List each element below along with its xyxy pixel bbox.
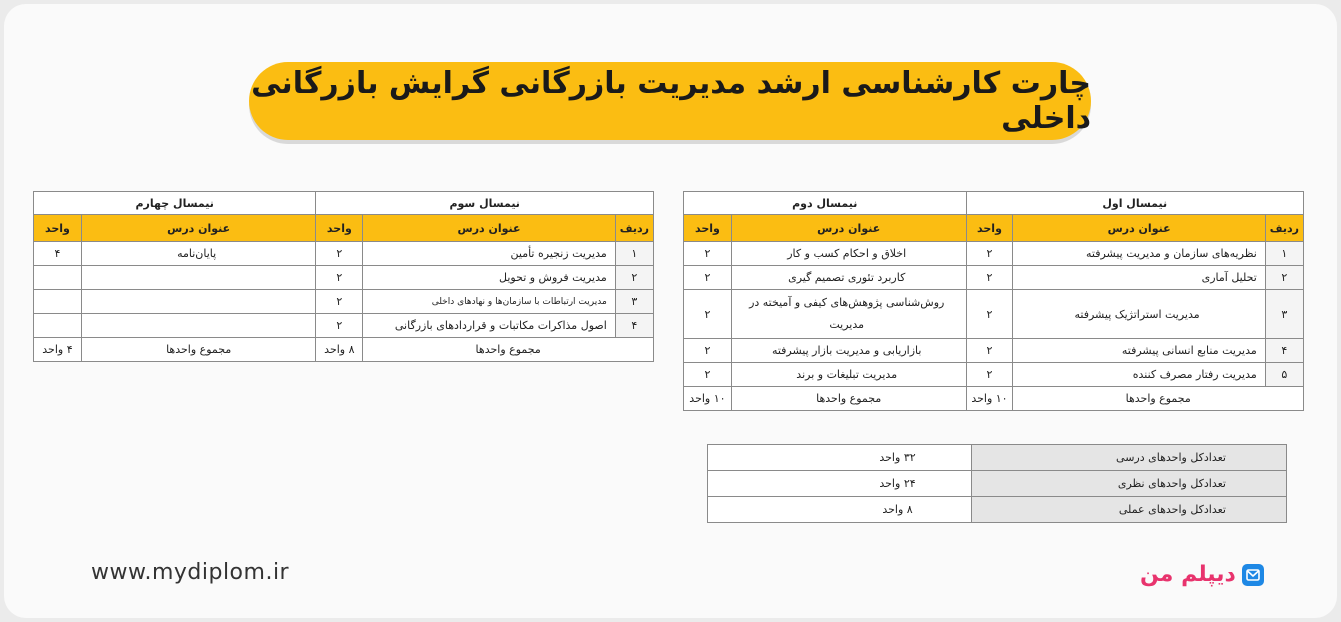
row-number: ۳ <box>615 290 653 314</box>
semester-1-2-table <box>683 191 1304 411</box>
table-row <box>684 266 1304 290</box>
course-title <box>81 266 316 290</box>
table-row <box>684 290 1304 339</box>
course-units: ۲ <box>316 290 363 314</box>
row-number: ۴ <box>615 314 653 338</box>
course-title: روش‌شناسی پژوهش‌های کیفی و آمیخته در مدیریت <box>731 290 966 339</box>
course-units: ۲ <box>684 339 732 363</box>
course-units: ۲ <box>316 266 363 290</box>
course-title: مدیریت تبلیغات و برند <box>731 363 966 387</box>
course-title: مدیریت فروش و تحویل <box>363 266 615 290</box>
sum-value: ۴ واحد <box>34 338 82 362</box>
table-row <box>34 266 654 290</box>
course-units: ۲ <box>316 242 363 266</box>
title-banner <box>249 62 1091 140</box>
table-row <box>34 314 654 338</box>
course-title: اصول مذاکرات مکاتبات و قراردادهای بازرگانی <box>363 314 615 338</box>
col-title-header: عنوان درس <box>1013 215 1265 242</box>
col-title-header: عنوان درس <box>81 215 316 242</box>
course-title: مدیریت استراتژیک پیشرفته <box>1013 290 1265 339</box>
table-row <box>684 339 1304 363</box>
sum-label: مجموع واحدها <box>1013 387 1304 411</box>
totals-value: ۸ واحد <box>708 497 972 523</box>
page-title: چارت کارشناسی ارشد مدیریت بازرگانی گرایش بازرگانی داخلی <box>251 66 1091 136</box>
course-units: ۲ <box>684 290 732 339</box>
totals-row <box>708 471 1287 497</box>
course-units <box>34 266 82 290</box>
row-number: ۱ <box>615 242 653 266</box>
course-title: مدیریت ارتباطات با سازمان‌ها و نهادهای داخلی <box>363 290 615 314</box>
totals-label: تعدادکل واحدهای نظری <box>972 471 1287 497</box>
course-units <box>34 290 82 314</box>
brand-logo <box>1140 562 1264 587</box>
course-units: ۲ <box>966 363 1013 387</box>
course-title: نظریه‌های سازمان و مدیریت پیشرفته <box>1013 242 1265 266</box>
course-title: مدیریت زنجیره تأمین <box>363 242 615 266</box>
brand-name: دیپلم من <box>1140 562 1236 587</box>
totals-label: تعدادکل واحدهای درسی <box>972 445 1287 471</box>
sum-label: مجموع واحدها <box>363 338 654 362</box>
totals-row <box>708 497 1287 523</box>
totals-value: ۳۲ واحد <box>708 445 972 471</box>
course-title: کاربرد تئوری تصمیم گیری <box>731 266 966 290</box>
row-number: ۱ <box>1265 242 1303 266</box>
course-title: اخلاق و احکام کسب و کار <box>731 242 966 266</box>
totals-label: تعدادکل واحدهای عملی <box>972 497 1287 523</box>
sum-value: ۱۰ واحد <box>966 387 1013 411</box>
course-title: تحلیل آماری <box>1013 266 1265 290</box>
totals-row <box>708 445 1287 471</box>
table-row <box>684 242 1304 266</box>
col-unit-header: واحد <box>316 215 363 242</box>
totals-table <box>707 444 1287 523</box>
course-units: ۴ <box>34 242 82 266</box>
semester-3-4-table <box>33 191 654 362</box>
col-title-header: عنوان درس <box>731 215 966 242</box>
course-units: ۲ <box>684 266 732 290</box>
course-units: ۲ <box>966 242 1013 266</box>
sum-row <box>34 338 654 362</box>
col-row-header: ردیف <box>615 215 653 242</box>
semester-2-header: نیمسال دوم <box>684 192 967 215</box>
row-number: ۲ <box>1265 266 1303 290</box>
course-units: ۲ <box>316 314 363 338</box>
row-number: ۲ <box>615 266 653 290</box>
totals-value: ۲۴ واحد <box>708 471 972 497</box>
table-row <box>34 242 654 266</box>
course-title: پایان‌نامه <box>81 242 316 266</box>
col-unit-header: واحد <box>684 215 732 242</box>
sum-value: ۱۰ واحد <box>684 387 732 411</box>
course-units <box>34 314 82 338</box>
website-url[interactable]: www.mydiplom.ir <box>91 560 290 585</box>
semester-4-header: نیمسال چهارم <box>34 192 316 215</box>
course-title: بازاریابی و مدیریت بازار پیشرفته <box>731 339 966 363</box>
row-number: ۳ <box>1265 290 1303 339</box>
col-unit-header: واحد <box>966 215 1013 242</box>
row-number: ۴ <box>1265 339 1303 363</box>
envelope-icon <box>1242 564 1264 586</box>
course-units: ۲ <box>966 290 1013 339</box>
sum-value: ۸ واحد <box>316 338 363 362</box>
course-units: ۲ <box>684 242 732 266</box>
table-row <box>684 363 1304 387</box>
course-title: مدیریت منابع انسانی پیشرفته <box>1013 339 1265 363</box>
sum-row <box>684 387 1304 411</box>
course-units: ۲ <box>684 363 732 387</box>
semester-3-header: نیمسال سوم <box>316 192 654 215</box>
col-row-header: ردیف <box>1265 215 1303 242</box>
semester-1-header: نیمسال اول <box>966 192 1303 215</box>
sum-label: مجموع واحدها <box>81 338 316 362</box>
course-title <box>81 290 316 314</box>
course-units: ۲ <box>966 339 1013 363</box>
table-row <box>34 290 654 314</box>
col-unit-header: واحد <box>34 215 82 242</box>
course-title <box>81 314 316 338</box>
col-title-header: عنوان درس <box>363 215 615 242</box>
row-number: ۵ <box>1265 363 1303 387</box>
course-title: مدیریت رفتار مصرف کننده <box>1013 363 1265 387</box>
course-units: ۲ <box>966 266 1013 290</box>
sum-label: مجموع واحدها <box>731 387 966 411</box>
